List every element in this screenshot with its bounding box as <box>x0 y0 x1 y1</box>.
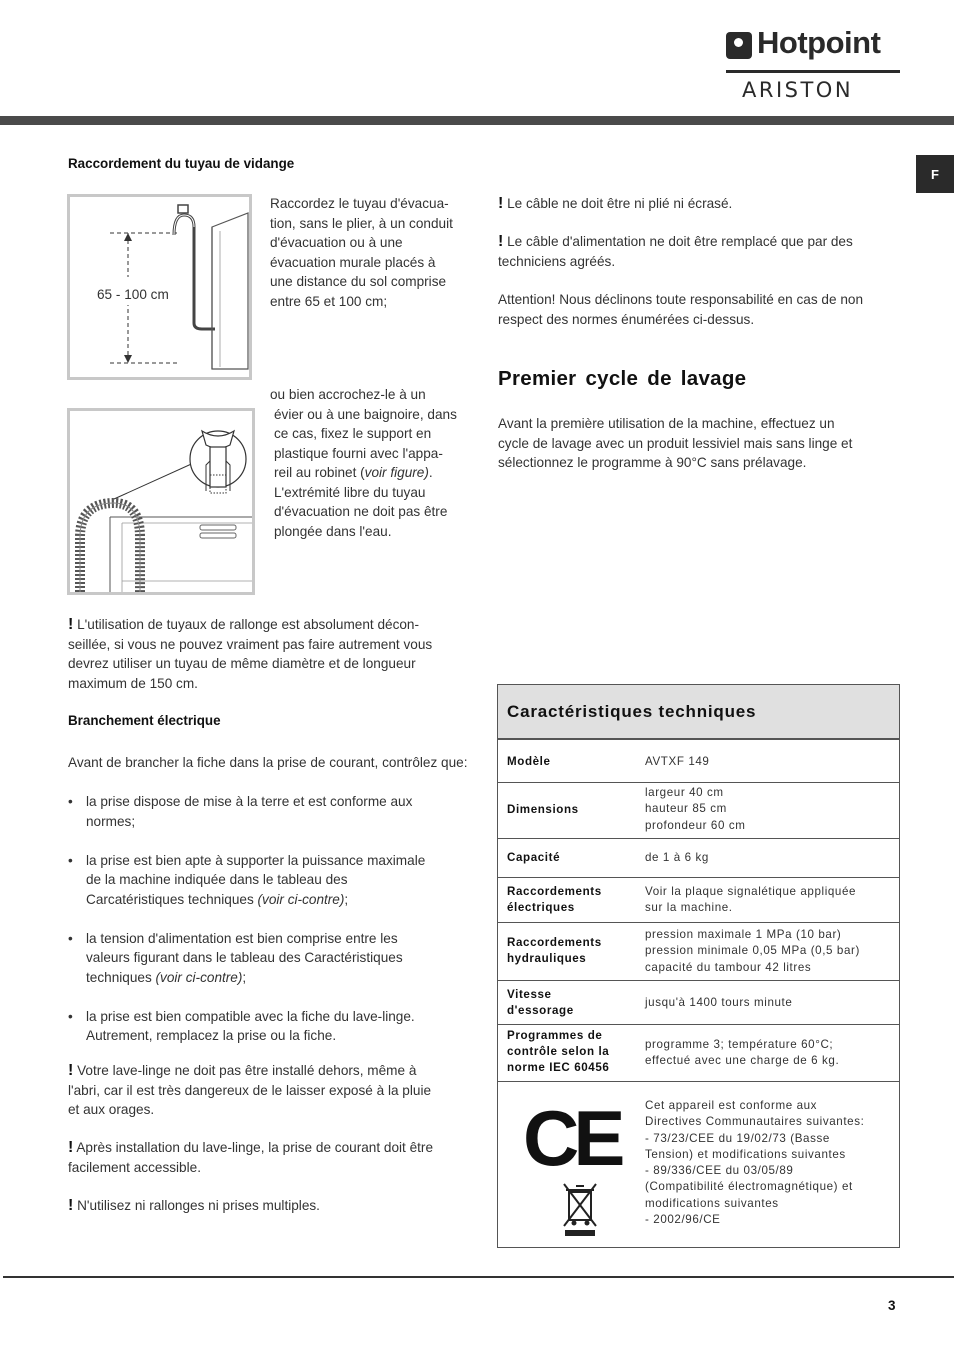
outdoor-warning: ! Votre lave-linge ne doit pas être installé dehors, même à l'abri, car il est très dangereux de le laisser exposé à la pluie et aux orages. <box>68 1062 432 1117</box>
list-item: • la prise est bien apte à supporter la puissance maximale de la machine indiquée dans le tableau des Carcatéristiques techniques (voir ci-contre); <box>68 851 478 910</box>
table-row: Raccordements hydrauliques pression maximale 1 MPa (10 bar) pression minimale 0,05 MPa (0,5 bar) capacité du tambour 42 litres <box>498 923 899 981</box>
footer-rule <box>3 1276 954 1278</box>
warning-icon: ! <box>68 616 74 633</box>
cable-warning-2: ! Le câble d'alimentation ne doit être remplacé que par des techniciens agréés. <box>498 233 853 269</box>
socket-access-warning: ! Après installation du lave-linge, la prise de courant doit être facilement accessible. <box>68 1139 434 1175</box>
table-row: Raccordements électriques Voir la plaque signalétique appliquée sur la machine. <box>498 878 899 923</box>
table-row: Capacité de 1 à 6 kg <box>498 839 899 878</box>
drain-heading: Raccordement du tuyau de vidange <box>68 156 295 171</box>
electrical-intro: Avant de brancher la fiche dans la prise de courant, contrôlez que: <box>68 755 468 770</box>
hotpoint-logo-icon <box>726 32 752 59</box>
brand-logo <box>724 25 902 104</box>
brand-name: Hotpoint <box>757 25 881 60</box>
language-tab: F <box>916 155 954 193</box>
brand-subname: ARISTON <box>742 78 854 102</box>
drain-height-figure <box>67 194 252 380</box>
warning-icon: ! <box>68 1197 74 1214</box>
conformity-section <box>498 1082 899 1247</box>
brand-divider <box>726 70 900 73</box>
liability-notice: Attention! Nous déclinons toute responsabilité en cas de non respect des normes énumérées ci-dessus. <box>498 292 864 327</box>
drain-height-label: 65 - 100 cm <box>95 285 171 305</box>
list-item: • la tension d'alimentation est bien comprise entre les valeurs figurant dans le tableau des Caractéristiques techniques (voir ci-contre); <box>68 929 478 988</box>
drain-instruction-1: Raccordez le tuyau d'évacua- tion, sans le plier, à un conduit d'évacuation ou à une évacuation murale placés à une distance du sol comprise entre 65 et 100 cm; <box>270 196 453 309</box>
first-cycle-text: Avant la première utilisation de la machine, effectuez un cycle de lavage avec un produit lessiviel mais sans linge et sélectionnez le programme à 90°C sans prélavage. <box>498 416 853 470</box>
conformity-text: Cet appareil est conforme aux Directives Communautaires suivantes: - 73/23/CEE du 19/02/73 (Basse Tension) et modifications suivantes - 89/336/CEE du 03/05/89 (Compatibilité électromagnétique) et modifications suivantes - 2002/96/CE <box>645 1099 865 1227</box>
sink-hose-diagram <box>70 411 252 592</box>
table-row: Programmes de contrôle selon la norme IEC 60456 programme 3; température 60°C; effectué avec une charge de 6 kg. <box>498 1025 899 1082</box>
sink-hose-figure <box>67 408 255 595</box>
header-bar <box>0 116 954 125</box>
electrical-checklist <box>68 792 478 1046</box>
extension-cord-warning: ! N'utilisez ni rallonges ni prises multiples. <box>68 1197 320 1214</box>
table-row: Vitesse d'essorage jusqu'à 1400 tours minute <box>498 981 899 1025</box>
specs-title: Caractéristiques techniques <box>507 702 757 721</box>
table-row: Dimensions largeur 40 cm hauteur 85 cm profondeur 60 cm <box>498 783 899 839</box>
warning-icon: ! <box>68 1139 74 1156</box>
warning-icon: ! <box>68 1062 74 1079</box>
drain-instruction-2: ou bien accrochez-le à un évier ou à une baignoire, dans ce cas, fixez le support en plastique fourni avec l'appa- reil au robinet (voir figure). L'extrémité libre du tuyau d'évacuation ne doit pas être plongée dans l'eau. <box>270 387 457 539</box>
specs-table <box>497 684 900 1248</box>
table-row: Modèle AVTXF 149 <box>498 742 899 783</box>
page-number: 3 <box>888 1298 896 1313</box>
specs-table-header <box>498 685 899 740</box>
list-item: • la prise dispose de mise à la terre et est conforme aux normes; <box>68 792 478 831</box>
cable-warning-1: ! Le câble ne doit être ni plié ni écrasé. <box>498 195 733 212</box>
weee-bin-icon <box>562 1182 598 1238</box>
electrical-heading: Branchement électrique <box>68 713 221 728</box>
list-item: • la prise est bien compatible avec la fiche du lave-linge. Autrement, remplacez la prise ou la fiche. <box>68 1007 478 1046</box>
warning-icon: ! <box>498 233 504 250</box>
warning-icon: ! <box>498 195 504 212</box>
ce-mark: CE <box>523 1094 620 1182</box>
extension-hose-warning: ! L'utilisation de tuyaux de rallonge est absolument décon- seillée, si vous ne pouvez vraiment pas faire autrement vous devrez utiliser un tuyau de même diamètre et de longueur maximum de 150 cm. <box>68 616 433 691</box>
first-cycle-title: Premier cycle de lavage <box>498 367 747 390</box>
